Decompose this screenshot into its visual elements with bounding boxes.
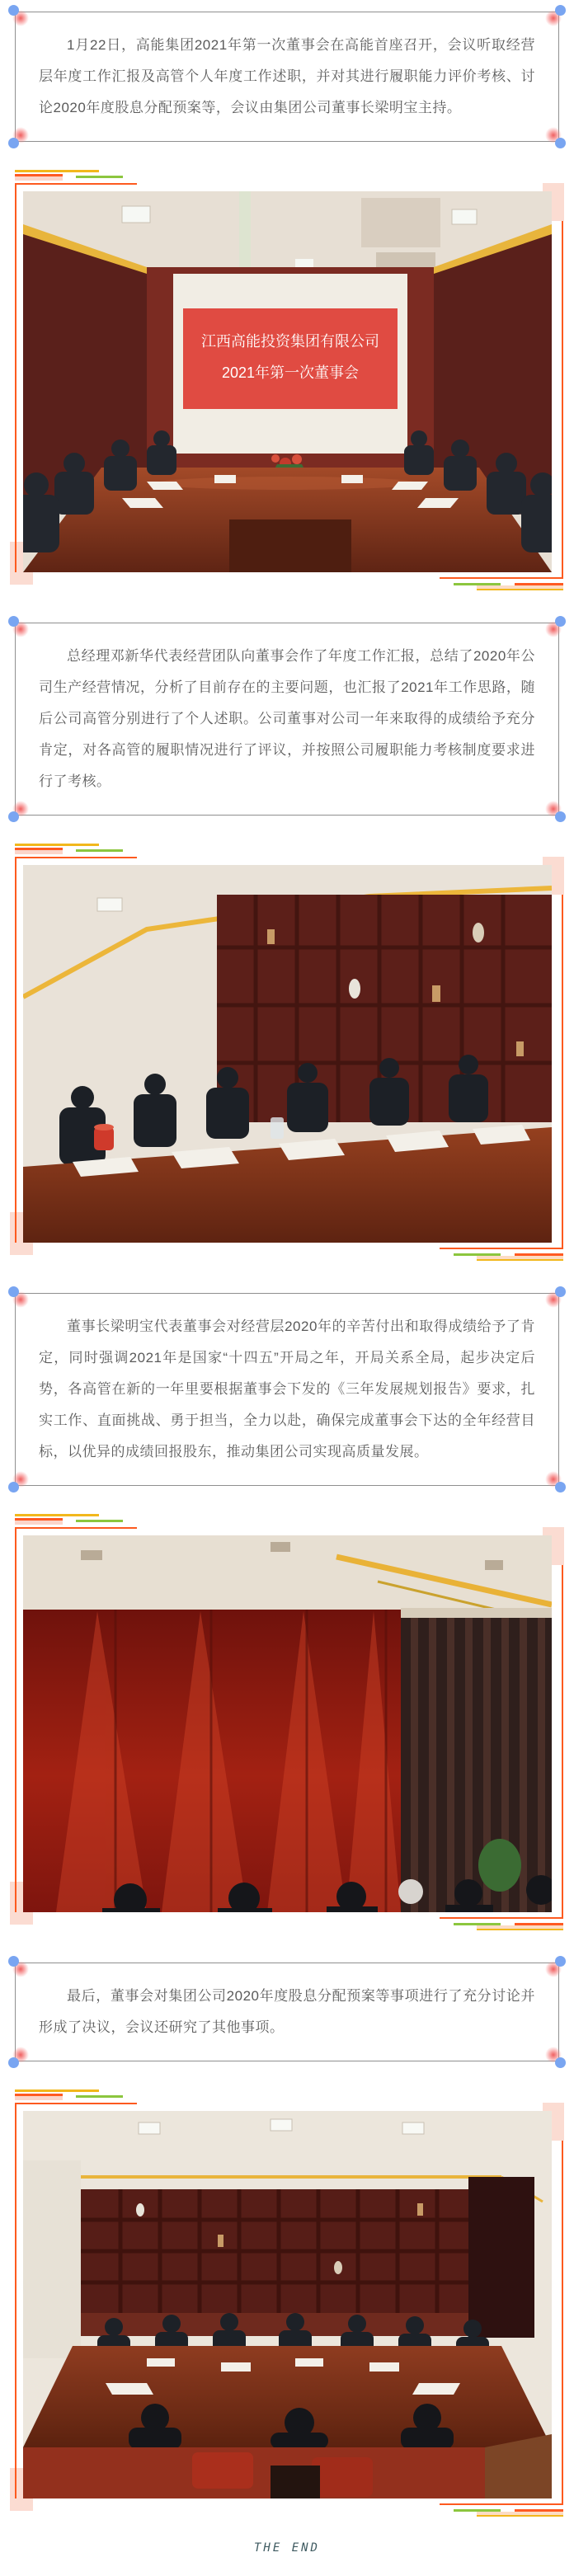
decorative-line-orange	[15, 848, 63, 850]
photo-decoration-bottom	[15, 579, 563, 594]
photo-frame	[15, 1527, 563, 1919]
photo-decoration-top	[15, 1514, 563, 1527]
orange-border	[15, 1527, 137, 1529]
photo-decoration-top	[15, 2089, 563, 2103]
decorative-line-green	[76, 849, 123, 852]
banner-title-line1: 江西高能投资集团有限公司	[201, 333, 379, 350]
banner-title-line2: 2021年第一次董事会	[221, 364, 360, 381]
photo-block	[15, 170, 563, 594]
red-glow-dot	[545, 1291, 562, 1308]
text-card	[15, 623, 559, 816]
decorative-line-yellow	[477, 1259, 563, 1261]
photo-decoration-top	[15, 170, 563, 183]
blue-dot	[555, 2057, 566, 2068]
orange-border	[440, 2503, 563, 2505]
article-paragraph: 1月22日，高能集团2021年第一次董事会在高能首座召开，会议听取经营层年度工作汇报及高管个人年度工作述职，并对其进行履职能力评价考核、讨论2020年度股息分配预案等，会议由集团公司董事长梁明宝主持。	[39, 37, 535, 115]
article-paragraph: 董事长梁明宝代表董事会对经营层2020年的辛苦付出和取得成绩给予了肯定，同时强调2021年是国家“十四五”开局之年，开局关系全局，起步决定后势，各高管在新的一年里要根据董事会下发的《三年发展规划报告》要求，扎实工作、直面挑战、勇于担当，全力以赴，确保完成董事会下达的全年经营目标，以优异的成绩回报股东，推动集团公司实现高质量发展。	[39, 1319, 535, 1460]
red-glow-dot	[12, 1961, 29, 1977]
corner-ornament	[8, 804, 26, 822]
blue-dot	[8, 138, 19, 148]
corner-ornament	[548, 804, 566, 822]
photo-block	[15, 1514, 563, 1934]
decorative-line-yellow	[477, 589, 563, 590]
meeting-photo-4	[23, 2111, 552, 2498]
red-glow-dot	[12, 621, 29, 637]
photo-decoration-top	[15, 844, 563, 857]
decorative-line-green	[76, 1520, 123, 1522]
corner-ornament	[8, 1286, 26, 1304]
orange-border	[562, 2141, 563, 2505]
blue-dot	[8, 5, 19, 16]
blue-dot	[555, 1286, 566, 1297]
orange-border	[15, 2103, 16, 2498]
red-glow-dot	[545, 1961, 562, 1977]
decorative-line-yellow	[15, 844, 99, 846]
red-glow-dot	[545, 127, 562, 143]
photo-frame	[15, 183, 563, 579]
blue-dot	[8, 616, 19, 627]
decorative-line-orange	[15, 2094, 63, 2096]
text-card	[15, 1293, 559, 1486]
blue-dot	[555, 616, 566, 627]
corner-ornament	[8, 130, 26, 148]
decorative-line-orange	[15, 1518, 63, 1521]
corner-ornament	[548, 2050, 566, 2068]
photo-decoration-bottom	[15, 2505, 563, 2520]
red-glow-dot	[545, 621, 562, 637]
red-glow-dot	[12, 10, 29, 26]
decorative-line-yellow	[477, 1929, 563, 1930]
red-glow-dot	[545, 10, 562, 26]
orange-border	[440, 1917, 563, 1919]
corner-ornament	[8, 5, 26, 23]
corner-ornament	[548, 616, 566, 634]
meeting-photo-2	[23, 865, 552, 1243]
orange-border	[440, 577, 563, 579]
decorative-line-yellow	[15, 170, 99, 172]
corner-ornament	[8, 616, 26, 634]
red-glow-dot	[545, 1471, 562, 1488]
corner-ornament	[8, 2050, 26, 2068]
orange-border	[15, 183, 16, 572]
corner-ornament	[548, 1286, 566, 1304]
red-glow-dot	[12, 127, 29, 143]
orange-border	[15, 857, 16, 1243]
meeting-photo-1	[23, 191, 552, 572]
blue-dot	[8, 1482, 19, 1492]
blue-dot	[8, 811, 19, 822]
decorative-line-yellow	[15, 2089, 99, 2092]
article-paragraph: 总经理邓新华代表经营团队向董事会作了年度工作汇报，总结了2020年公司生产经营情况，分析了目前存在的主要问题，也汇报了2021年工作思路，随后公司高管分别进行了个人述职。公司董事对公司一年来取得的成绩给予充分肯定，对各高管的履职情况进行了评议，并按照公司履职能力考核制度要求进行了考核。	[39, 648, 535, 789]
red-glow-dot	[545, 801, 562, 817]
orange-border	[15, 2103, 137, 2104]
red-glow-dot	[12, 2047, 29, 2063]
orange-border	[15, 1527, 16, 1912]
photo-block	[15, 844, 563, 1264]
orange-border	[440, 1248, 563, 1249]
corner-ornament	[548, 1474, 566, 1492]
orange-border	[562, 1565, 563, 1919]
photo-frame	[15, 2103, 563, 2505]
decorative-line-orange	[15, 174, 63, 176]
blue-dot	[555, 1482, 566, 1492]
photo-frame	[15, 857, 563, 1249]
red-glow-dot	[12, 1471, 29, 1488]
corner-ornament	[548, 1956, 566, 1974]
blue-dot	[555, 811, 566, 822]
meeting-photo-3	[23, 1535, 552, 1912]
decorative-line-green	[76, 176, 123, 178]
blue-dot	[8, 1286, 19, 1297]
blue-dot	[8, 1956, 19, 1967]
red-glow-dot	[12, 1291, 29, 1308]
blue-dot	[555, 1956, 566, 1967]
blue-dot	[555, 138, 566, 148]
blue-dot	[555, 5, 566, 16]
article-paragraph: 最后，董事会对集团公司2020年度股息分配预案等事项进行了充分讨论并形成了决议，会议还研究了其他事项。	[39, 1988, 535, 2035]
decorative-line-yellow	[15, 1514, 99, 1516]
orange-border	[15, 183, 137, 185]
corner-ornament	[548, 5, 566, 23]
corner-ornament	[8, 1956, 26, 1974]
orange-border	[562, 221, 563, 579]
orange-border	[562, 895, 563, 1249]
decorative-line-green	[76, 2095, 123, 2098]
red-glow-dot	[545, 2047, 562, 2063]
photo-block	[15, 2089, 563, 2520]
orange-border	[15, 857, 137, 858]
corner-ornament	[8, 1474, 26, 1492]
photo-decoration-bottom	[15, 1919, 563, 1934]
corner-ornament	[548, 130, 566, 148]
photo-decoration-bottom	[15, 1249, 563, 1264]
decorative-line-yellow	[477, 2515, 563, 2517]
the-end-label: THE END	[253, 2541, 320, 2555]
red-glow-dot	[12, 801, 29, 817]
text-card	[15, 12, 559, 142]
blue-dot	[8, 2057, 19, 2068]
text-card	[15, 1963, 559, 2061]
